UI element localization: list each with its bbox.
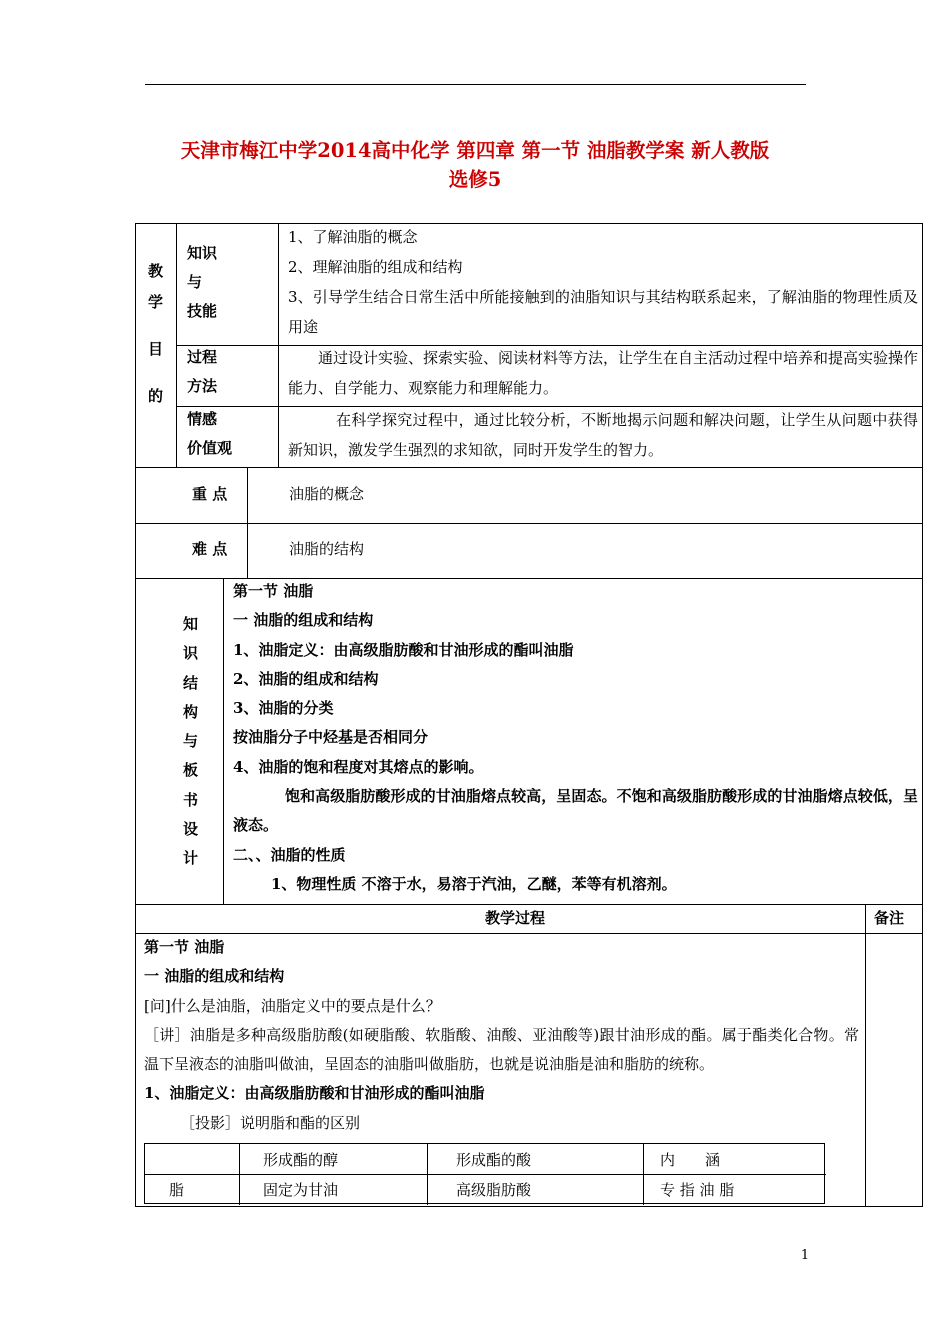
process-question: [问]什么是油脂，油脂定义中的要点是什么？ — [144, 996, 441, 1015]
process-subsection: 一 油脂的组成和结构 — [144, 967, 285, 986]
knowledge-structure-header: 知 识 结 构 与 板 书 设 计 — [182, 615, 198, 868]
compare-table — [144, 1143, 825, 1204]
header-rule — [145, 84, 806, 85]
document-title — [120, 136, 830, 194]
compare-data-cell: 专 指 油 脂 — [660, 1180, 735, 1199]
difficult-point-content: 油脂的结构 — [289, 540, 365, 558]
compare-data-row — [145, 1174, 824, 1204]
process-definition: 1、油脂定义：由高级脂肪酸和甘油形成的酯叫油脂 — [144, 1084, 485, 1103]
key-point-content: 油脂的概念 — [289, 485, 365, 503]
compare-data-cell: 固定为甘油 — [263, 1180, 339, 1199]
compare-header-cell: 形成酯的酸 — [456, 1150, 532, 1169]
title-line-1: 天津市梅江中学2014高中化学 第四章 第一节 油脂教学案 新人教版 — [180, 139, 770, 162]
projection-tag: ［投影］ — [180, 1113, 241, 1132]
objective-content-knowledge: 1、了解油脂的概念 2、理解油脂的组成和结构 3、引导学生结合日常生活中所能接触到的油脂知识与其结构联系起来，了解油脂的物理性质及用途 — [288, 228, 918, 336]
page-number: 1 — [800, 1248, 810, 1263]
objectives-header: 教 学 目 的 — [147, 262, 163, 405]
compare-header-cell: 形成酯的醇 — [263, 1150, 339, 1169]
key-point-label: 重 点 — [192, 485, 228, 503]
compare-data-cell: 脂 — [169, 1180, 185, 1199]
key-point-row — [135, 467, 923, 524]
process-section-title: 第一节 油脂 — [144, 938, 225, 956]
difficult-point-label: 难 点 — [192, 540, 228, 558]
objective-label-knowledge: 知识 与 技能 — [187, 244, 218, 320]
title-line-2: 选修5 — [448, 168, 502, 191]
process-lecture: ［讲］油脂是多种高级脂肪酸(如硬脂酸、软脂酸、油酸、亚油酸等)跟甘油形成的酯。属于酯类化合物。常温下呈液态的油脂叫做油，呈固态的油脂叫做脂肪，也就是说油脂是油和脂肪的统称。 — [144, 1025, 859, 1074]
compare-header-row — [145, 1144, 824, 1174]
projection-text: 说明脂和酯的区别 — [240, 1113, 361, 1132]
remarks-header: 备注 — [874, 909, 905, 927]
objective-content-process: 通过设计实验、探索实验、阅读材料等方法，让学生在自主活动过程中培养和提高实验操作能力、自学能力、观察能力和理解能力。 — [288, 349, 919, 397]
process-content — [144, 933, 859, 1138]
objective-label-process: 过程 方法 — [187, 348, 218, 395]
process-projection — [144, 1109, 859, 1138]
objective-label-emotion: 情感 价值观 — [187, 410, 233, 457]
compare-data-cell: 高级脂肪酸 — [456, 1180, 532, 1199]
process-header: 教学过程 — [485, 909, 546, 927]
objective-content-emotion: 在科学探究过程中，通过比较分析，不断地揭示问题和解决问题，让学生从问题中获得新知识，激发学生强烈的求知欲，同时开发学生的智力。 — [288, 411, 918, 459]
knowledge-structure-content: 第一节 油脂 一 油脂的组成和结构 1、油脂定义：由高级脂肪酸和甘油形成的酯叫油脂 2、油脂的组成和结构 3、油脂的分类 按油脂分子中烃基是否相同分 4、油脂的饱和程度对其熔点的影响。 饱和高级脂肪酸形成的甘油脂熔点较高，呈固态。不饱和高级脂肪酸形成的甘油脂熔点较低，呈液态。 二、、油脂的性质 1、物理性质 不溶于水，易溶于汽油，乙醚，苯等有机溶剂。 — [233, 582, 918, 893]
compare-header-cell: 内 涵 — [660, 1150, 721, 1169]
difficult-point-row — [135, 523, 923, 579]
